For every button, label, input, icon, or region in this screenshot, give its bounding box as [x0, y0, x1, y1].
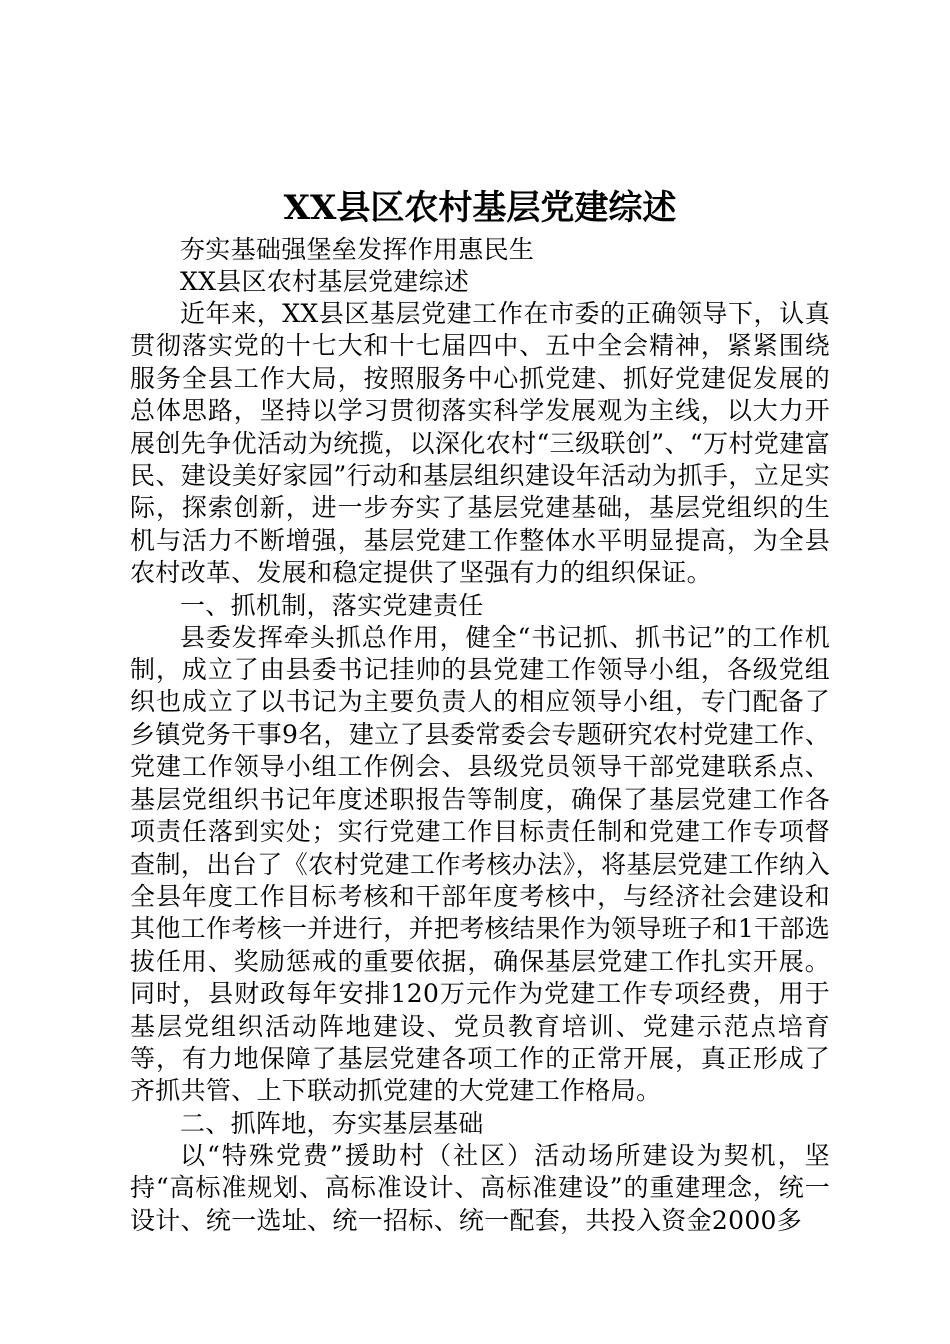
- section-heading-position: 二、抓阵地，夯实基层基础: [180, 1108, 484, 1138]
- document-page: [130, 186, 830, 1237]
- section-heading-mechanism: 一、抓机制，落实党建责任: [180, 590, 484, 620]
- body-paragraph-position: 以“特殊党费”援助村（社区）活动场所建设为契机，坚持“高标准规划、高标准设计、高标准建设”的重建理念，统一设计、统一选址、统一招标、统一配套，共投入资金2000多: [130, 1140, 830, 1235]
- document-subtitle-repeat: XX县区农村基层党建综述: [180, 267, 470, 296]
- body-paragraph-intro: 近年来，XX县区基层党建工作在市委的正确领导下，认真贯彻落实党的十七大和十七届四中、五中全会精神，紧紧围绕服务全县工作大局，按照服务中心抓党建、抓好党建促发展的总体思路，坚持以学习贯彻落实科学发展观为主线，以大力开展创先争优活动为统揽，以深化农村“三级联创”、“万村党建富民、建设美好家园”行动和基层组织建设年活动为抓手，立足实际，探索创新，进一步夯实了基层党建基础，基层党组织的生机与活力不断增强，基层党建工作整体水平明显提高，为全县农村改革、发展和稳定提供了坚强有力的组织保证。: [130, 299, 830, 588]
- document-subtitle: 夯实基础强堡垒发挥作用惠民生: [180, 235, 535, 264]
- body-paragraph-mechanism: 县委发挥牵头抓总作用，健全“书记抓、抓书记”的工作机制，成立了由县委书记挂帅的县党建工作领导小组，各级党组织也成立了以书记为主要负责人的相应领导小组，专门配备了乡镇党务干事9名，建立了县委常委会专题研究农村党建工作、党建工作领导小组工作例会、县级党员领导干部党建联系点、基层党组织书记年度述职报告等制度，确保了基层党建工作各项责任落到实处；实行党建工作目标责任制和党建工作专项督查制，出台了《农村党建工作考核办法》，将基层党建工作纳入全县年度工作目标考核和干部年度考核中，与经济社会建设和其他工作考核一并进行，并把考核结果作为领导班子和1干部选拔任用、奖励惩戒的重要依据，确保基层党建工作扎实开展。同时，县财政每年安排120万元作为党建工作专项经费，用于基层党组织活动阵地建设、党员教育培训、党建示范点培育等，有力地保障了基层党建各项工作的正常开展，真正形成了齐抓共管、上下联动抓党建的大党建工作格局。: [130, 622, 830, 1106]
- document-title: XX县区农村基层党建综述: [283, 188, 677, 228]
